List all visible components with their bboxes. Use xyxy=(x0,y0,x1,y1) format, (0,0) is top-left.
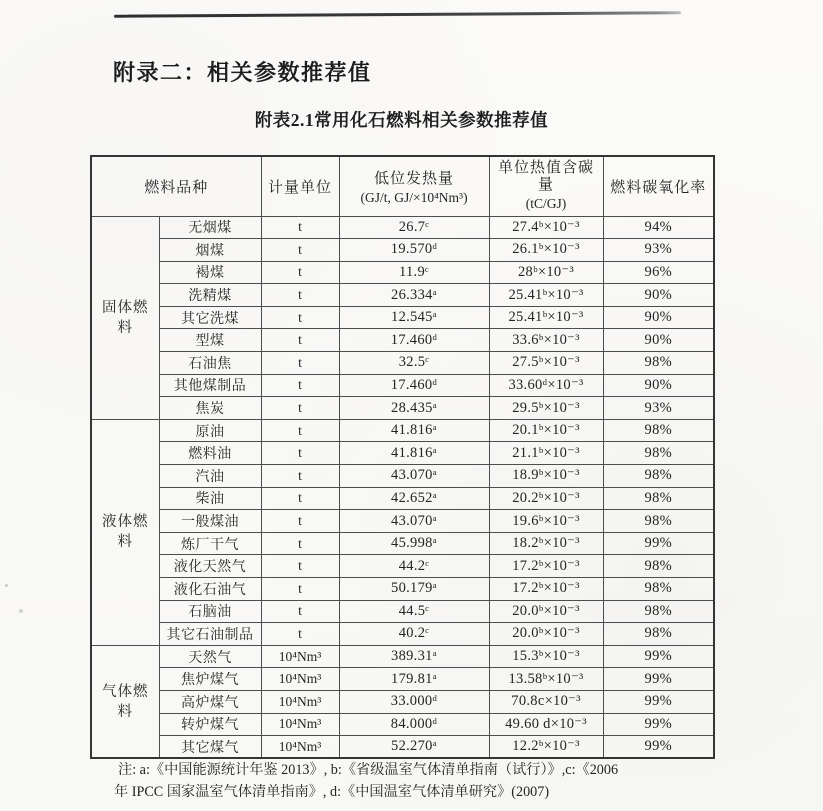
header-oxidation-rate: 燃料碳氧化率 xyxy=(603,156,714,216)
oxidation-rate-cell: 99% xyxy=(603,645,714,668)
table-row xyxy=(91,442,714,465)
table-body xyxy=(91,216,714,758)
oxidation-rate-cell: 90% xyxy=(603,329,714,352)
heating-value-cell: 17.460ᵈ xyxy=(339,374,489,397)
header-carbon-content-name: 单位热值含碳量 xyxy=(498,160,595,194)
footnote-line-2: 年 IPCC 国家温室气体清单指南》, d:《中国温室气体清单研究》(2007) xyxy=(114,783,550,800)
measure-unit-cell: 10⁴Nm³ xyxy=(261,713,339,736)
measure-unit-cell: t xyxy=(261,352,339,375)
measure-unit-cell: t xyxy=(261,284,339,307)
oxidation-rate-cell: 90% xyxy=(603,284,714,307)
header-row xyxy=(91,156,714,216)
oxidation-rate-cell: 98% xyxy=(603,623,714,646)
carbon-content-cell: 15.3ᵇ×10⁻³ xyxy=(489,645,603,668)
measure-unit-cell: t xyxy=(261,261,339,284)
oxidation-rate-cell: 98% xyxy=(603,465,714,488)
fuel-name-cell: 炼厂干气 xyxy=(159,532,261,555)
measure-unit-cell: 10⁴Nm³ xyxy=(261,668,339,691)
table-row xyxy=(91,668,714,691)
table-caption: 附表2.1常用化石燃料相关参数推荐值 xyxy=(254,110,549,130)
measure-unit-cell: 10⁴Nm³ xyxy=(261,645,339,668)
oxidation-rate-cell: 98% xyxy=(603,555,714,578)
measure-unit-cell: t xyxy=(261,465,339,488)
fuel-name-cell: 焦炉煤气 xyxy=(159,668,261,691)
table-row xyxy=(91,532,714,555)
table-row xyxy=(91,284,714,307)
header-fuel-type: 燃料品种 xyxy=(91,156,261,216)
fuel-name-cell: 汽油 xyxy=(159,465,261,488)
heating-value-cell: 26.334ᵃ xyxy=(339,284,489,307)
carbon-content-cell: 25.41ᵇ×10⁻³ xyxy=(489,306,603,329)
carbon-content-cell: 18.9ᵇ×10⁻³ xyxy=(489,465,603,488)
table-row xyxy=(91,578,714,601)
heating-value-cell: 179.81ᵃ xyxy=(339,668,489,691)
measure-unit-cell: t xyxy=(261,329,339,352)
heating-value-cell: 43.070ᵃ xyxy=(339,465,489,488)
measure-unit-cell: t xyxy=(261,487,339,510)
header-heating-value-name: 低位发热量 xyxy=(374,170,455,187)
measure-unit-cell: t xyxy=(261,600,339,623)
carbon-content-cell: 19.6ᵇ×10⁻³ xyxy=(489,510,603,533)
measure-unit-cell: t xyxy=(261,623,339,646)
oxidation-rate-cell: 98% xyxy=(603,510,714,533)
measure-unit-cell: t xyxy=(261,397,339,420)
heating-value-cell: 45.998ᵃ xyxy=(339,532,489,555)
fuel-name-cell: 天然气 xyxy=(159,645,261,668)
carbon-content-cell: 20.0ᵇ×10⁻³ xyxy=(489,623,603,646)
table-row xyxy=(91,623,714,646)
table-row xyxy=(91,510,714,533)
heating-value-cell: 26.7ᶜ xyxy=(339,216,489,239)
table-row xyxy=(91,419,714,442)
table-row xyxy=(91,329,714,352)
oxidation-rate-cell: 98% xyxy=(603,487,714,510)
fuel-name-cell: 其它洗煤 xyxy=(159,306,261,329)
fuel-name-cell: 褐煤 xyxy=(159,261,261,284)
oxidation-rate-cell: 99% xyxy=(603,668,714,691)
table-row xyxy=(91,465,714,488)
heating-value-cell: 52.270ᵃ xyxy=(339,736,489,759)
fuel-name-cell: 其它煤气 xyxy=(159,736,261,759)
heating-value-cell: 19.570ᵈ xyxy=(339,239,489,262)
oxidation-rate-cell: 99% xyxy=(603,736,714,759)
table-row xyxy=(91,645,714,668)
carbon-content-cell: 20.2ᵇ×10⁻³ xyxy=(489,487,603,510)
carbon-content-cell: 26.1ᵇ×10⁻³ xyxy=(489,239,603,262)
measure-unit-cell: t xyxy=(261,442,339,465)
fuel-name-cell: 燃料油 xyxy=(159,442,261,465)
table-header xyxy=(91,156,714,216)
table-row xyxy=(91,352,714,375)
heating-value-cell: 33.000ᵈ xyxy=(339,690,489,713)
fuel-name-cell: 原油 xyxy=(159,419,261,442)
page-title: 附录二：相关参数推荐值 xyxy=(113,60,372,85)
carbon-content-cell: 29.5ᵇ×10⁻³ xyxy=(489,397,603,420)
scan-speck xyxy=(19,609,23,613)
oxidation-rate-cell: 98% xyxy=(603,600,714,623)
table-row xyxy=(91,306,714,329)
fuel-name-cell: 转炉煤气 xyxy=(159,713,261,736)
table-row xyxy=(91,397,714,420)
header-heating-value xyxy=(339,156,489,216)
oxidation-rate-cell: 98% xyxy=(603,352,714,375)
heating-value-cell: 41.816ᵃ xyxy=(339,442,489,465)
carbon-content-cell: 25.41ᵇ×10⁻³ xyxy=(489,284,603,307)
oxidation-rate-cell: 90% xyxy=(603,306,714,329)
fuel-name-cell: 柴油 xyxy=(159,487,261,510)
table-row xyxy=(91,374,714,397)
header-carbon-content xyxy=(489,156,603,216)
table-row xyxy=(91,261,714,284)
fuel-group-label: 气体燃料 xyxy=(91,645,159,758)
measure-unit-cell: t xyxy=(261,419,339,442)
fuel-name-cell: 高炉煤气 xyxy=(159,690,261,713)
oxidation-rate-cell: 90% xyxy=(603,374,714,397)
fuel-name-cell: 无烟煤 xyxy=(159,216,261,239)
fuel-name-cell: 石油焦 xyxy=(159,352,261,375)
fuel-group-label: 固体燃料 xyxy=(91,216,159,419)
fuel-name-cell: 液化石油气 xyxy=(159,578,261,601)
measure-unit-cell: t xyxy=(261,510,339,533)
carbon-content-cell: 20.0ᵇ×10⁻³ xyxy=(489,600,603,623)
oxidation-rate-cell: 99% xyxy=(603,532,714,555)
oxidation-rate-cell: 98% xyxy=(603,442,714,465)
heating-value-cell: 44.5ᶜ xyxy=(339,600,489,623)
heating-value-cell: 42.652ᵃ xyxy=(339,487,489,510)
heating-value-cell: 84.000ᵈ xyxy=(339,713,489,736)
oxidation-rate-cell: 99% xyxy=(603,713,714,736)
heating-value-cell: 12.545ᵃ xyxy=(339,306,489,329)
table-row xyxy=(91,713,714,736)
header-measure-unit: 计量单位 xyxy=(261,156,339,216)
heating-value-cell: 43.070ᵃ xyxy=(339,510,489,533)
table-row xyxy=(91,690,714,713)
measure-unit-cell: t xyxy=(261,216,339,239)
table-row xyxy=(91,555,714,578)
scan-line-artifact xyxy=(114,11,681,17)
carbon-content-cell: 27.5ᵇ×10⁻³ xyxy=(489,352,603,375)
fuel-name-cell: 其他煤制品 xyxy=(159,374,261,397)
measure-unit-cell: 10⁴Nm³ xyxy=(261,736,339,759)
oxidation-rate-cell: 93% xyxy=(603,239,714,262)
fuel-name-cell: 液化天然气 xyxy=(159,555,261,578)
table-row xyxy=(91,216,714,239)
measure-unit-cell: t xyxy=(261,239,339,262)
fuel-group-label: 液体燃料 xyxy=(91,419,159,645)
heating-value-cell: 11.9ᶜ xyxy=(339,261,489,284)
carbon-content-cell: 28ᵇ×10⁻³ xyxy=(489,261,603,284)
fuel-name-cell: 一般煤油 xyxy=(159,510,261,533)
table-row xyxy=(91,600,714,623)
table-row xyxy=(91,487,714,510)
fuel-parameters-table xyxy=(90,155,715,759)
carbon-content-cell: 18.2ᵇ×10⁻³ xyxy=(489,532,603,555)
carbon-content-cell: 17.2ᵇ×10⁻³ xyxy=(489,555,603,578)
heating-value-cell: 17.460ᵈ xyxy=(339,329,489,352)
measure-unit-cell: t xyxy=(261,306,339,329)
heating-value-cell: 28.435ᵃ xyxy=(339,397,489,420)
oxidation-rate-cell: 98% xyxy=(603,419,714,442)
measure-unit-cell: 10⁴Nm³ xyxy=(261,690,339,713)
carbon-content-cell: 21.1ᵇ×10⁻³ xyxy=(489,442,603,465)
fuel-name-cell: 型煤 xyxy=(159,329,261,352)
heating-value-cell: 44.2ᶜ xyxy=(339,555,489,578)
carbon-content-cell: 12.2ᵇ×10⁻³ xyxy=(489,736,603,759)
measure-unit-cell: t xyxy=(261,555,339,578)
carbon-content-cell: 49.60 d×10⁻³ xyxy=(489,713,603,736)
fuel-name-cell: 洗精煤 xyxy=(159,284,261,307)
header-carbon-content-unit: (tC/GJ) xyxy=(525,196,567,212)
measure-unit-cell: t xyxy=(261,532,339,555)
carbon-content-cell: 33.6ᵇ×10⁻³ xyxy=(489,329,603,352)
carbon-content-cell: 70.8c×10⁻³ xyxy=(489,690,603,713)
carbon-content-cell: 20.1ᵇ×10⁻³ xyxy=(489,419,603,442)
oxidation-rate-cell: 96% xyxy=(603,261,714,284)
table-row xyxy=(91,239,714,262)
heating-value-cell: 50.179ᵃ xyxy=(339,578,489,601)
fuel-name-cell: 焦炭 xyxy=(159,397,261,420)
fuel-name-cell: 石脑油 xyxy=(159,600,261,623)
carbon-content-cell: 17.2ᵇ×10⁻³ xyxy=(489,578,603,601)
header-heating-value-unit: (GJ/t, GJ/×10⁴Nm³) xyxy=(360,189,468,205)
heating-value-cell: 40.2ᶜ xyxy=(339,623,489,646)
heating-value-cell: 389.31ᵃ xyxy=(339,645,489,668)
heating-value-cell: 32.5ᶜ xyxy=(339,352,489,375)
oxidation-rate-cell: 98% xyxy=(603,578,714,601)
heating-value-cell: 41.816ᵃ xyxy=(339,419,489,442)
fuel-name-cell: 其它石油制品 xyxy=(159,623,261,646)
footnote-line-1: 注: a:《中国能源统计年鉴 2013》, b:《省级温室气体清单指南（试行）》,c:《2006 xyxy=(118,762,619,778)
scan-speck xyxy=(5,584,8,587)
oxidation-rate-cell: 99% xyxy=(603,690,714,713)
carbon-content-cell: 27.4ᵇ×10⁻³ xyxy=(489,216,603,239)
measure-unit-cell: t xyxy=(261,578,339,601)
oxidation-rate-cell: 93% xyxy=(603,397,714,420)
carbon-content-cell: 13.58ᵇ×10⁻³ xyxy=(489,668,603,691)
table-row xyxy=(91,736,714,759)
fuel-name-cell: 烟煤 xyxy=(159,239,261,262)
carbon-content-cell: 33.60ᵈ×10⁻³ xyxy=(489,374,603,397)
measure-unit-cell: t xyxy=(261,374,339,397)
table-footnote xyxy=(114,760,734,803)
oxidation-rate-cell: 94% xyxy=(603,216,714,239)
